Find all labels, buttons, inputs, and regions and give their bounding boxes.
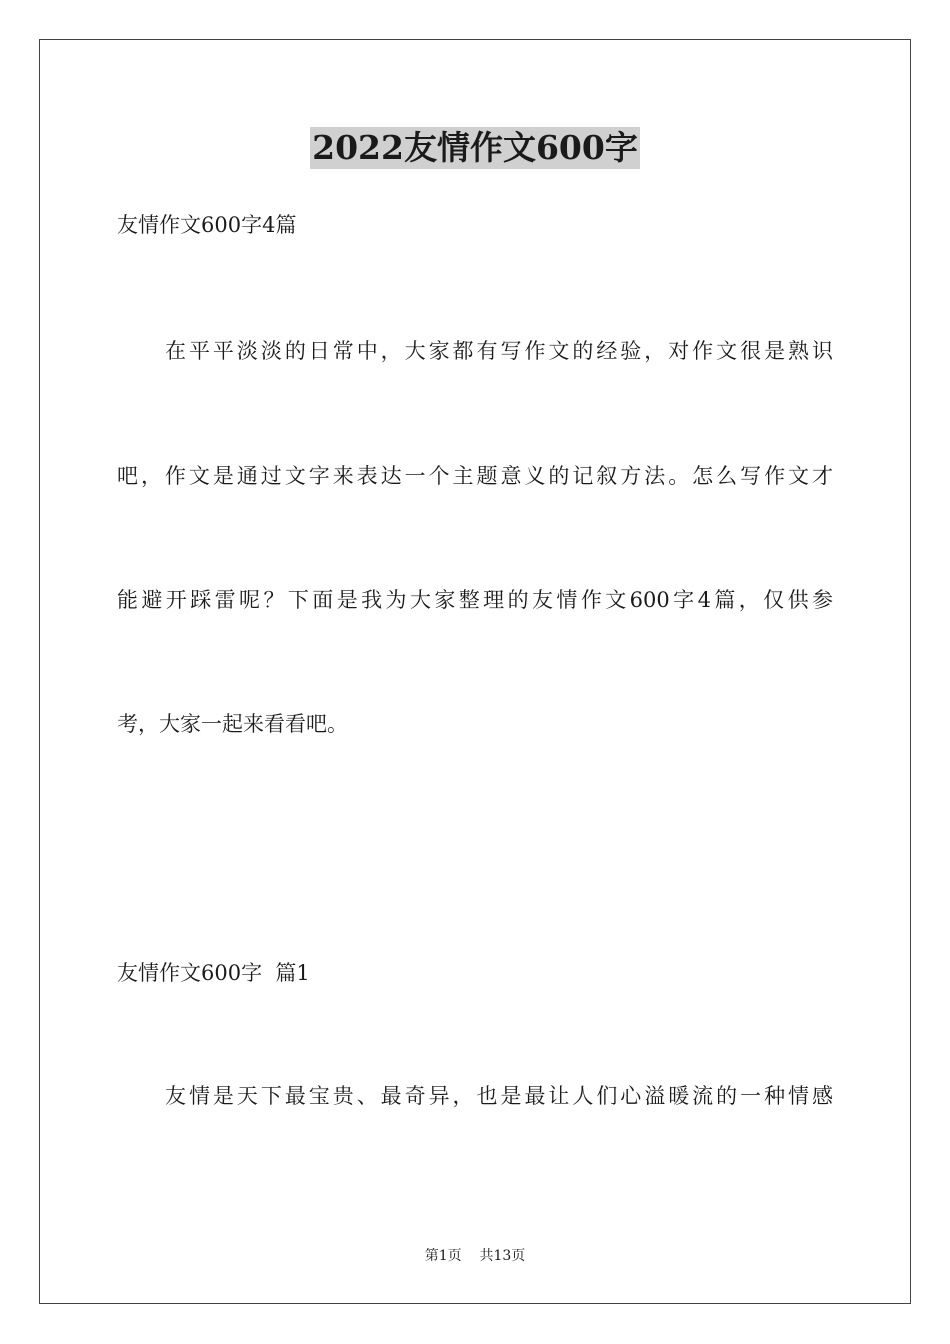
document-title: 2022友情作文600字 xyxy=(312,128,638,167)
intro-line-2: 吧，作文是通过文字来表达一个主题意义的记叙方法。怎么写作文才 xyxy=(117,464,833,488)
section-line-1: 友情是天下最宝贵、最奇异，也是最让人们心溢暖流的一种情感 xyxy=(165,1084,833,1108)
intro-heading: 友情作文600字4篇 xyxy=(117,213,297,237)
intro-line-1: 在平平淡淡的日常中，大家都有写作文的经验，对作文很是熟识 xyxy=(165,339,833,363)
intro-line-4: 考，大家一起来看看吧。 xyxy=(117,712,348,736)
title-container xyxy=(0,127,950,169)
section-heading: 友情作文600字 篇1 xyxy=(117,961,310,985)
intro-line-3: 能避开踩雷呢？下面是我为大家整理的友情作文600字4篇，仅供参 xyxy=(117,588,833,612)
page-footer: 第1页 共13页 xyxy=(424,1248,526,1264)
